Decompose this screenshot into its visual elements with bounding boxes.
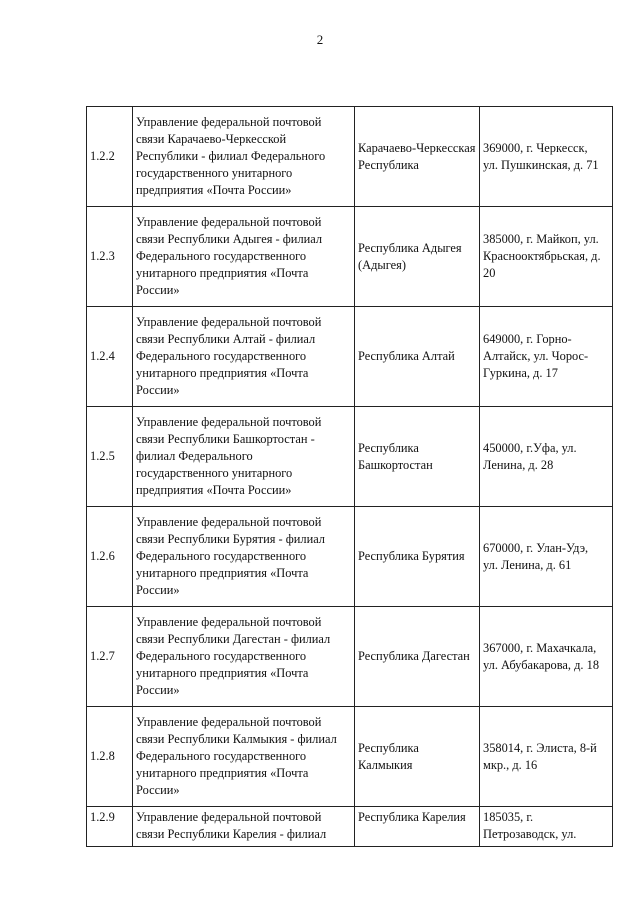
table-row	[87, 807, 613, 847]
branch-name: Управление федеральной почтовой связи Республики Башкортостан - филиал Федерального государственного унитарного предприятия «Почта России»	[133, 407, 355, 507]
table-row	[87, 407, 613, 507]
row-number: 1.2.4	[87, 307, 133, 407]
branch-address: 367000, г. Махачкала, ул. Абубакарова, д. 18	[480, 607, 613, 707]
branch-name: Управление федеральной почтовой связи Республики Калмыкия - филиал Федерального государственного унитарного предприятия «Почта России»	[133, 707, 355, 807]
branch-name: Управление федеральной почтовой связи Республики Карелия - филиал	[133, 807, 355, 847]
row-number: 1.2.7	[87, 607, 133, 707]
region-name: Республика Башкортостан	[355, 407, 480, 507]
region-name: Республика Алтай	[355, 307, 480, 407]
branch-address: 385000, г. Майкоп, ул. Красноoктябрьская, д. 20	[480, 207, 613, 307]
branch-address: 185035, г. Петрозаводск, ул.	[480, 807, 613, 847]
table-row	[87, 107, 613, 207]
row-number: 1.2.2	[87, 107, 133, 207]
page-number: 2	[316, 32, 324, 47]
branch-address: 358014, г. Элиста, 8-й мкр., д. 16	[480, 707, 613, 807]
table-row	[87, 307, 613, 407]
row-number: 1.2.3	[87, 207, 133, 307]
branch-name: Управление федеральной почтовой связи Республики Бурятия - филиал Федерального государственного унитарного предприятия «Почта России»	[133, 507, 355, 607]
row-number: 1.2.9	[87, 807, 133, 847]
branch-address: 670000, г. Улан-Удэ, ул. Ленина, д. 61	[480, 507, 613, 607]
branch-address: 649000, г. Горно- Алтайск, ул. Чорос- Гуркина, д. 17	[480, 307, 613, 407]
table-row	[87, 707, 613, 807]
table-row	[87, 507, 613, 607]
branch-name: Управление федеральной почтовой связи Республики Дагестан - филиал Федерального государственного унитарного предприятия «Почта России»	[133, 607, 355, 707]
branch-name: Управление федеральной почтовой связи Карачаево-Черкесской Республики - филиал Федерального государственного унитарного предприятия «Почта России»	[133, 107, 355, 207]
branch-name: Управление федеральной почтовой связи Республики Алтай - филиал Федерального государственного унитарного предприятия «Почта России»	[133, 307, 355, 407]
row-number: 1.2.8	[87, 707, 133, 807]
row-number: 1.2.5	[87, 407, 133, 507]
row-number: 1.2.6	[87, 507, 133, 607]
region-name: Республика Адыгея (Адыгея)	[355, 207, 480, 307]
region-name: Республика Калмыкия	[355, 707, 480, 807]
branches-table	[86, 106, 613, 847]
region-name: Карачаево-Черкесская Республика	[355, 107, 480, 207]
table-row	[87, 207, 613, 307]
branch-address: 369000, г. Черкесск, ул. Пушкинская, д. 71	[480, 107, 613, 207]
table-row	[87, 607, 613, 707]
region-name: Республика Карелия	[355, 807, 480, 847]
branch-name: Управление федеральной почтовой связи Республики Адыгея - филиал Федерального государственного унитарного предприятия «Почта России»	[133, 207, 355, 307]
region-name: Республика Дагестан	[355, 607, 480, 707]
region-name: Республика Бурятия	[355, 507, 480, 607]
branch-address: 450000, г.Уфа, ул. Ленина, д. 28	[480, 407, 613, 507]
